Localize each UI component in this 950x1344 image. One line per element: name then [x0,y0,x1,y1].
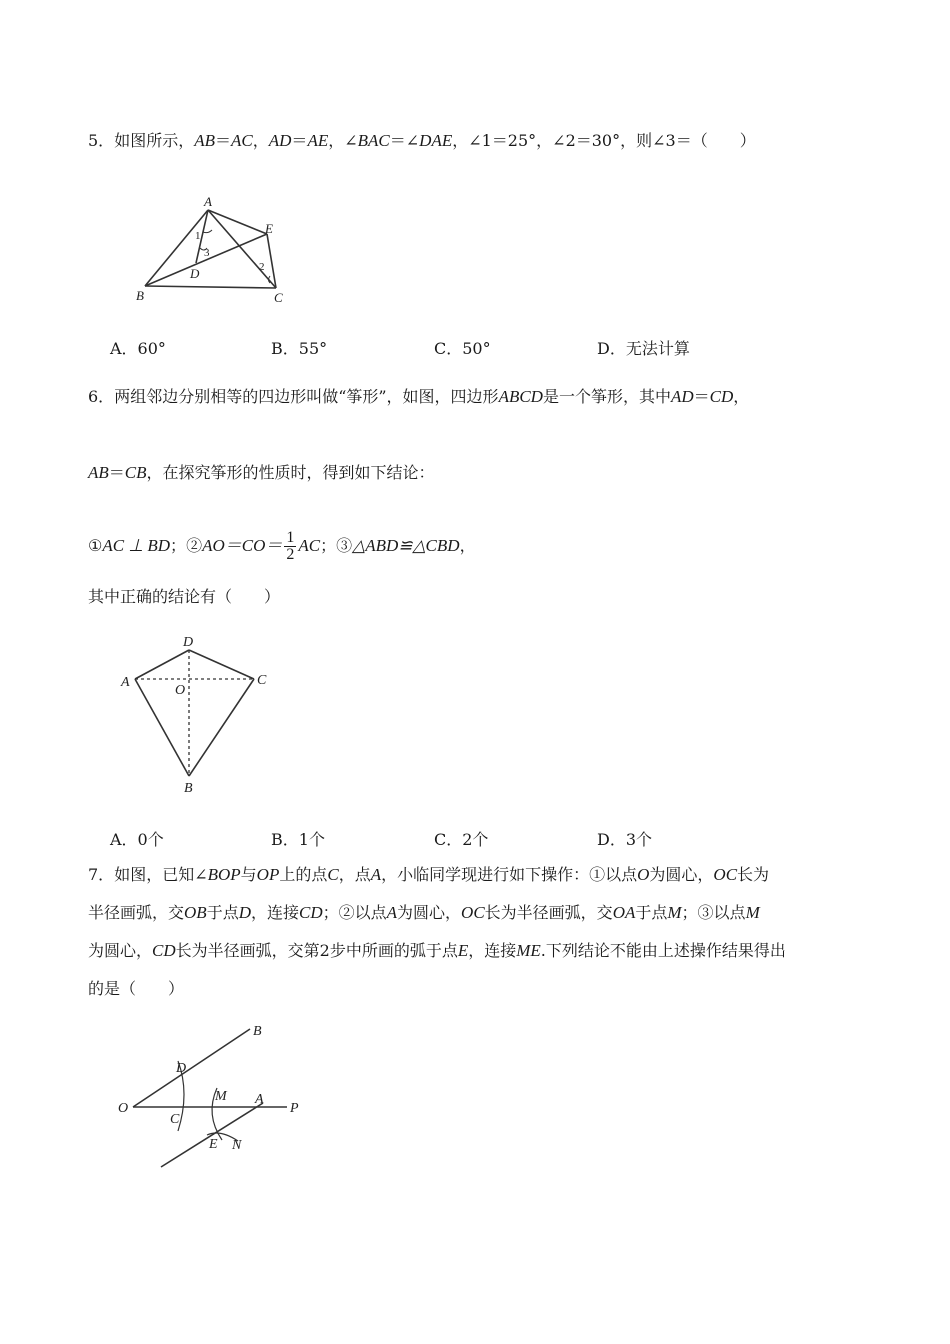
label-b: B [184,781,193,796]
q5-stem: 5．如图所示，AB＝AC，AD＝AE，∠BAC＝∠DAE，∠1＝25°，∠2＝30°，则∠3＝（ ） [88,131,756,150]
segment-ad [135,650,189,679]
q7-figure [110,1015,310,1180]
q6-conclusions: ①AC ⊥ BD；②AO＝CO＝ $\frac{1}{2}$ AC；③△ABD≌△CBD， [88,529,476,563]
label-o: O [175,683,186,698]
segment-ae [208,210,267,234]
label-d: D [176,1061,187,1076]
label-c: C [257,673,267,688]
q5-figure [130,190,300,310]
label-c: C [274,290,283,305]
label-c: C [170,1112,180,1127]
q6-option-a[interactable]: A．0个 [110,830,164,849]
q6-option-d[interactable]: D．3个 [597,830,653,849]
q5-option-d[interactable]: D．无法计算 [597,339,690,358]
label-a: A [204,194,212,209]
label-d: D [183,635,194,650]
label-o: O [118,1101,129,1116]
label-e: E [265,221,273,236]
q6-stem-line1: 6．两组邻边分别相等的四边形叫做“筝形”，如图，四边形ABCD是一个筝形，其中AD＝CD， [88,387,750,406]
q6-question: 其中正确的结论有（ ） [88,587,281,606]
q7-stem-line4: 的是（ ） [88,979,185,998]
q6-option-c[interactable]: C．2个 [434,830,489,849]
q5-option-a[interactable]: A．60° [110,339,166,358]
label-angle-2: 2 [259,261,265,273]
label-d: D [190,266,200,281]
q7-stem-line2: 半径画弧，交OB于点D，连接CD；②以点A为圆心，OC长为半径画弧，交OA于点M；③以点M [88,903,760,922]
label-a: A [121,675,130,690]
q6-option-b[interactable]: B．1个 [271,830,325,849]
q5-option-b[interactable]: B．55° [271,339,328,358]
segment-be [145,234,267,286]
label-angle-1: 1 [195,230,201,242]
q6-stem-line2: AB＝CB，在探究筝形的性质时，得到如下结论： [88,463,435,482]
q7-stem-line3: 为圆心，CD长为半径画弧，交第2步中所画的弧于点E，连接ME.下列结论不能由上述操作结果得出 [88,941,786,960]
ray-ob [133,1029,250,1107]
angle-1-arc [203,230,212,233]
label-m: M [215,1089,227,1104]
segment-cb [189,679,254,776]
q5-option-c[interactable]: C．50° [434,339,491,358]
q6-figure [115,630,285,800]
label-a: A [255,1092,264,1107]
label-angle-3: 3 [204,247,210,259]
fraction-one-half: $\frac{1}{2}$ [286,529,295,563]
label-n: N [232,1138,242,1153]
segment-dc [189,650,254,679]
label-b: B [136,288,144,303]
label-e: E [209,1137,218,1152]
segment-bc [145,286,276,288]
label-b: B [253,1024,262,1039]
q7-stem-line1: 7．如图，已知∠BOP与OP上的点C，点A，小临同学现进行如下操作：①以点O为圆心，OC长为 [88,865,770,884]
label-p: P [290,1101,299,1116]
